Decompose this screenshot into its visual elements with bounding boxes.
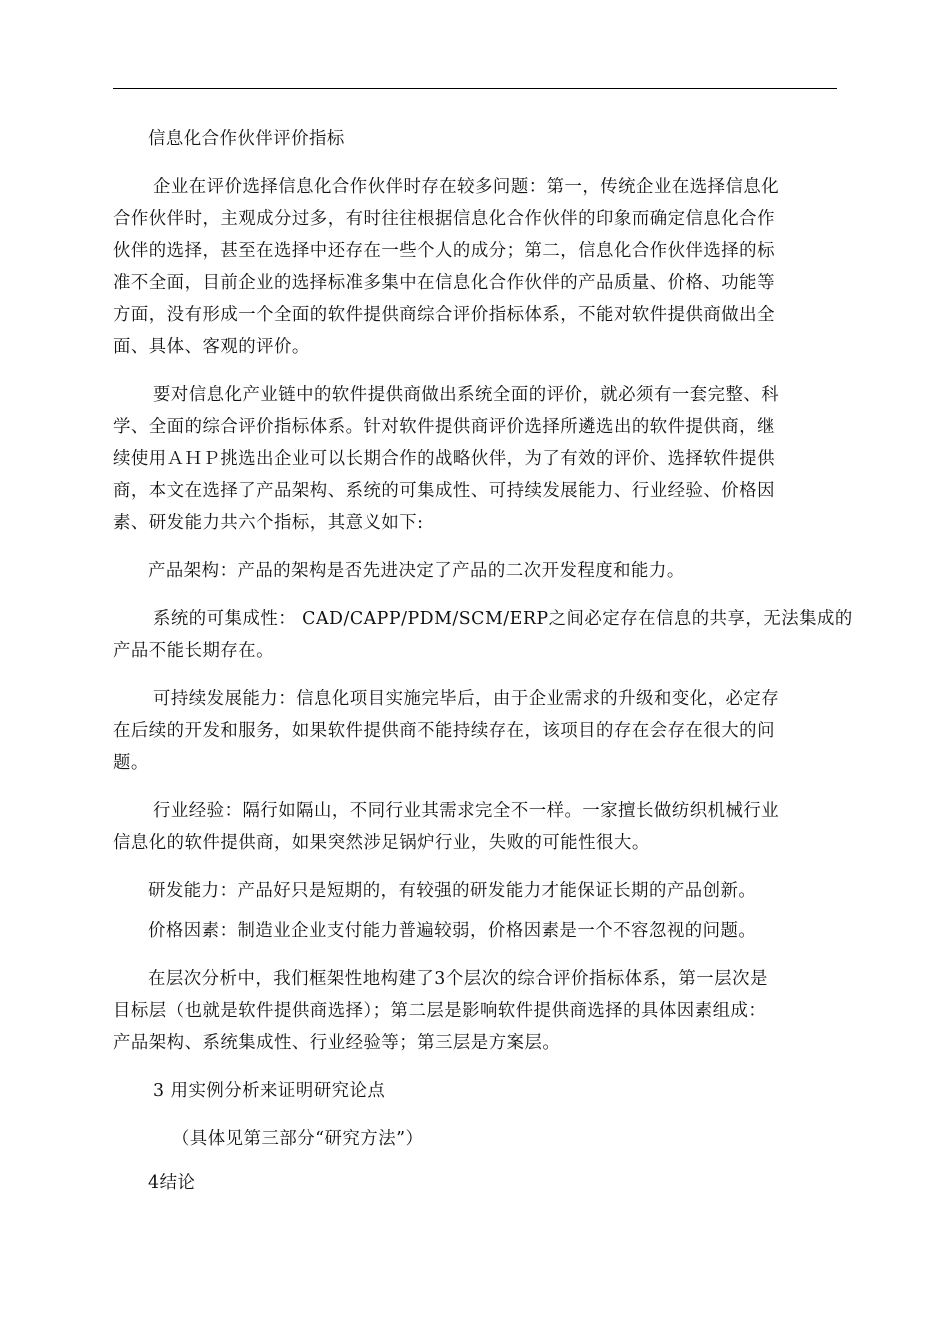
section-3-note: （具体见第三部分“研究方法”） <box>172 1129 424 1149</box>
text-line: 目标层（也就是软件提供商选择）；第二层是影响软件提供商选择的具体因素组成： <box>113 1001 767 1021</box>
text-line: 方面，没有形成一个全面的软件提供商综合评价指标体系，不能对软件提供商做出全 <box>113 305 775 325</box>
text-line: 在层次分析中，我们框架性地构建了3个层次的综合评价指标体系，第一层次是 <box>148 969 768 989</box>
text-line: 要对信息化产业链中的软件提供商做出系统全面的评价，就必须有一套完整、科 <box>153 385 780 405</box>
item-rnd-capability: 研发能力：产品好只是短期的，有较强的研发能力才能保证长期的产品创新。 <box>148 881 757 901</box>
text-line: 合作伙伴时，主观成分过多，有时往往根据信息化合作伙伴的印象而确定信息化合作 <box>113 209 775 229</box>
text-line: 伙伴的选择，甚至在选择中还存在一些个人的成分；第二，信息化合作伙伴选择的标 <box>113 241 775 261</box>
text-line: 商，本文在选择了产品架构、系统的可集成性、可持续发展能力、行业经验、价格因 <box>113 481 775 501</box>
text-line: 素、研发能力共六个指标，其意义如下: <box>113 513 424 533</box>
text-line: 信息化的软件提供商，如果突然涉足锅炉行业，失败的可能性很大。 <box>113 833 650 853</box>
text-line: 续使用ＡＨＰ挑选出企业可以长期合作的战略伙伴，为了有效的评价、选择软件提供 <box>113 449 775 469</box>
heading-evaluation-indicators: 信息化合作伙伴评价指标 <box>148 129 345 149</box>
text-line: 产品不能长期存在。 <box>113 641 275 661</box>
text-line: 学、全面的综合评价指标体系。针对软件提供商评价选择所遴选出的软件提供商，继 <box>113 417 775 437</box>
section-4-title: 4结论 <box>148 1173 196 1193</box>
text-line: 可持续发展能力：信息化项目实施完毕后，由于企业需求的升级和变化，必定存 <box>153 689 780 709</box>
text-line: 行业经验：隔行如隔山，不同行业其需求完全不一样。一家擅长做纺织机械行业 <box>153 801 780 821</box>
text-line: 在后续的开发和服务，如果软件提供商不能持续存在，该项目的存在会存在很大的问 <box>113 721 775 741</box>
text-line: 题。 <box>113 753 149 773</box>
section-3-title: 3 用实例分析来证明研究论点 <box>153 1081 386 1101</box>
text-line: 系统的可集成性： CAD/CAPP/PDM/SCM/ERP之间必定存在信息的共享，无法集成的 <box>153 609 853 629</box>
text-line: 产品架构、系统集成性、行业经验等；第三层是方案层。 <box>113 1033 561 1053</box>
text-line: 准不全面，目前企业的选择标准多集中在信息化合作伙伴的产品质量、价格、功能等 <box>113 273 775 293</box>
item-product-architecture: 产品架构：产品的架构是否先进决定了产品的二次开发程度和能力。 <box>148 561 685 581</box>
text-line: 企业在评价选择信息化合作伙伴时存在较多问题：第一，传统企业在选择信息化 <box>153 177 780 197</box>
item-price-factor: 价格因素：制造业企业支付能力普遍较弱，价格因素是一个不容忽视的问题。 <box>148 921 757 941</box>
text-line: 面、具体、客观的评价。 <box>113 337 310 357</box>
header-rule <box>113 88 837 89</box>
